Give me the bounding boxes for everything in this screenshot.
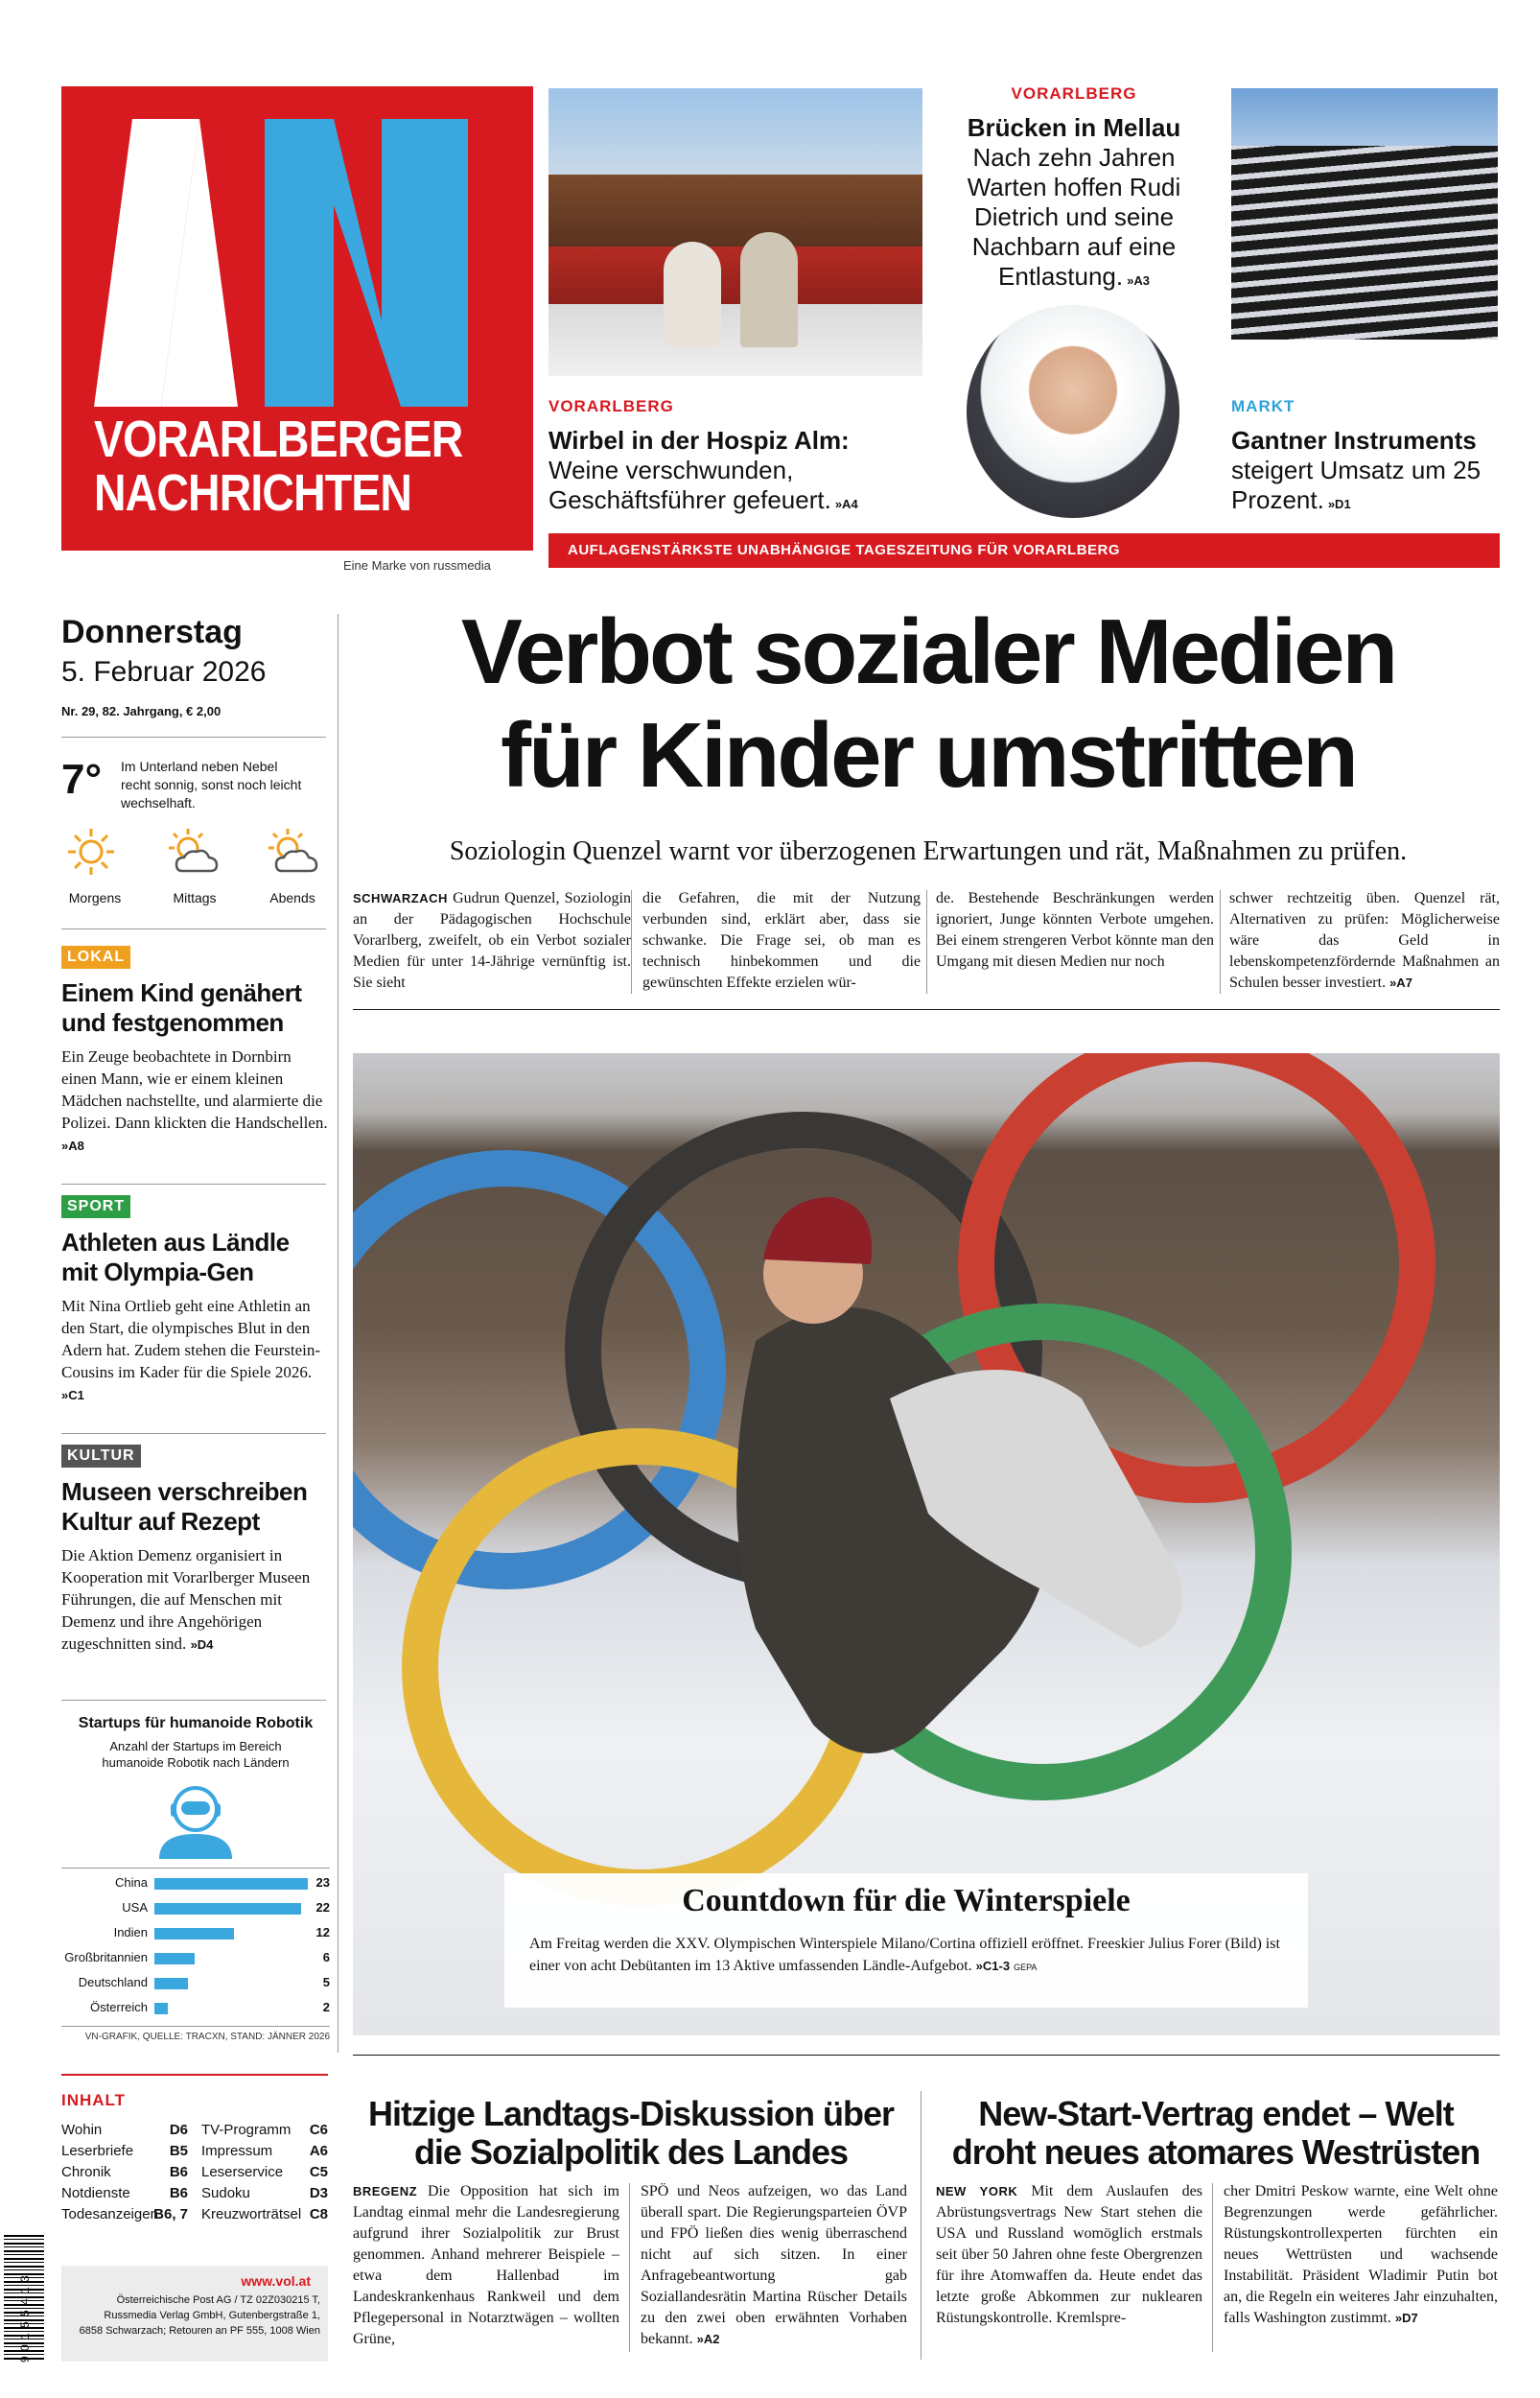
lead-subhead: Soziologin Quenzel warnt vor überzogenen Erwartungen und rät, Maßnahmen zu prüfen. xyxy=(449,836,1408,866)
bottom-right-headline-line2: droht neues atomares Westrüsten xyxy=(951,2132,1481,2172)
teaser2[interactable] xyxy=(935,113,1213,292)
chart-category-label: Indien xyxy=(113,1925,148,1940)
story-text: Die Opposition hat sich im Landtag einmal mehr die Landesregierung aufgrund ihrer Sozialpolitik zur Brust genommen. Anhand mehrerer Beispiele – etwa dem Hallenbad im Landeskrankenhaus Rankweil und dem Pflegepersonal in Notarztwägen – wollten Grüne, xyxy=(353,2183,619,2347)
toc-item[interactable] xyxy=(201,2185,328,2206)
teaser3-body: steigert Umsatz um 25 Prozent. xyxy=(1231,456,1482,514)
sidebar-title: Athleten aus Ländle mit Olympia-Gen xyxy=(61,1228,290,1286)
toc-page: D3 xyxy=(309,2185,328,2201)
toc-label: Impressum xyxy=(201,2143,273,2159)
section-tag-kultur: KULTUR xyxy=(61,1445,141,1468)
tagline-bar xyxy=(548,533,1500,568)
publisher-url[interactable]: www.vol.at xyxy=(241,2273,311,2289)
sidebar-story-sport[interactable] xyxy=(61,1195,328,1406)
bottom-left-headline-line1: Hitzige Landtags-Diskussion über xyxy=(367,2094,895,2133)
toc-item[interactable] xyxy=(61,2143,188,2164)
teaser3-ref: »D1 xyxy=(1327,497,1351,511)
toc-label: Todesanzeigen xyxy=(61,2206,158,2222)
bottom-left-col1 xyxy=(353,2181,619,2350)
story-text: Mit dem Auslaufen des Abrüstungsvertrags New Start stehen die USA und Russland womöglich erstmals seit über 50 Jahren ohne feste Obergrenzen für ihre Atomwaffen da. Heute endet das letzte große Abkommen zur nuklearen Rüstungskontrolle. Kremlspre- xyxy=(936,2183,1203,2326)
caption-text: Am Freitag werden die XXV. Olympischen Winterspiele Milano/Cortina offiziell eröffnet. Freeskier Julius Forer (Bild) ist einer von acht Debütanten im 13 Aktive umfassenden Ländle-Aufgebot. xyxy=(529,1936,1280,1974)
toc-label: Sudoku xyxy=(201,2185,250,2201)
toc-label: Wohin xyxy=(61,2122,103,2138)
chart-subtitle: Anzahl der Startups im Bereich humanoide Robotik nach Ländern xyxy=(102,1739,290,1770)
toc-item[interactable] xyxy=(201,2206,328,2227)
caption-ref[interactable]: »C1-3 xyxy=(975,1959,1011,1973)
bottom-left-col2 xyxy=(641,2181,907,2350)
teaser2-title: Brücken in Mellau xyxy=(967,113,1181,142)
teaser2-body: Nach zehn Jahren Warten hoffen Rudi Dietrich und seine Nachbarn auf eine Entlastung. xyxy=(967,143,1181,291)
bottom-right-col2 xyxy=(1224,2181,1498,2329)
teaser1-title: Wirbel in der Hospiz Alm: xyxy=(548,426,850,455)
chart-value-label: 23 xyxy=(315,1875,330,1890)
sidebar-body: Ein Zeuge beobachtete in Dornbirn einen Mann, wie er einem kleinen Mädchen nachstellte, und alarmierte die Polizei. Dann klickten die Handschellen. xyxy=(61,1047,328,1132)
chart-value-label: 6 xyxy=(322,1950,330,1964)
teaser2-kicker: VORARLBERG xyxy=(1011,84,1137,103)
chart-bar xyxy=(154,1878,308,1890)
toc-item[interactable] xyxy=(201,2164,328,2185)
chart-value-label: 2 xyxy=(322,2000,330,2014)
sidebar-ref: »D4 xyxy=(190,1637,214,1652)
lead-col3: de. Bestehende Beschränkungen werden ignoriert, Junge könnten Verbote umgehen. Bei einem strengeren Verbot könnte man den Umgang mit diesen Medien nur noch xyxy=(936,890,1214,970)
toc-item[interactable] xyxy=(61,2164,188,2185)
teaser3-title: Gantner Instruments xyxy=(1231,426,1477,455)
story-text: cher Dmitri Peskow warnte, eine Welt ohne Begrenzungen werde gefährlicher. Rüstungskontrollexperten fürchten ein neues Wettrüsten und wachsende Instabilität. Präsident Wladimir Putin bot an, die Regeln ein weiteres Jahr einzuhalten, falls Washington zustimmt. xyxy=(1224,2183,1498,2326)
toc-page: A6 xyxy=(309,2143,328,2159)
weather-label-morning: Morgens xyxy=(68,890,122,905)
lead-headline-line1: Verbot sozialer Medien xyxy=(460,600,1396,703)
chart-bar xyxy=(154,1928,234,1940)
toc-item[interactable] xyxy=(61,2206,188,2227)
chart-category-label: China xyxy=(115,1875,148,1890)
publisher-line2: Russmedia Verlag GmbH, Gutenbergstraße 1, xyxy=(104,2310,320,2321)
tagline-text: AUFLAGENSTÄRKSTE UNABHÄNGIGE TAGESZEITUNG FÜR VORARLBERG xyxy=(568,542,1121,558)
teaser1-ref: »A4 xyxy=(834,497,858,511)
sun-cloud-icon xyxy=(265,827,320,877)
weather-label-evening: Abends xyxy=(269,890,315,905)
story-text: SPÖ und Neos aufzeigen, wo das Land überall spart. Die Regierungsparteien ÖVP und FPÖ ließen dies wenig überraschend nicht auf sich sitzen. In einer Anfragebeantwortung gab Soziallandesrätin Martina Rüscher Details zu den zwei oben erwähnten Vorhaben bekannt. xyxy=(641,2183,907,2347)
chart-bar-row xyxy=(61,1899,330,1918)
toc-item[interactable] xyxy=(61,2122,188,2143)
toc-page: B6, 7 xyxy=(153,2206,188,2222)
section-tag-lokal: LOKAL xyxy=(61,946,130,969)
chart-bar xyxy=(154,1953,195,1964)
sidebar-ref: »A8 xyxy=(61,1139,84,1153)
sidebar-story-kultur[interactable] xyxy=(61,1445,328,1656)
date: 5. Februar 2026 xyxy=(61,656,267,688)
masthead-logo[interactable] xyxy=(61,86,533,551)
toc-page: C8 xyxy=(309,2206,328,2222)
dateline: NEW YORK xyxy=(936,2184,1018,2198)
weather-text: Im Unterland neben Nebel recht sonnig, sonst noch leicht wechselhaft. xyxy=(121,759,302,811)
dateline: BREGENZ xyxy=(353,2184,418,2198)
chart-bar-row xyxy=(61,1924,330,1943)
toc-page: B6 xyxy=(169,2185,188,2201)
toc-item[interactable] xyxy=(201,2122,328,2143)
toc-label: TV-Programm xyxy=(201,2122,292,2138)
barcode-digits: 9 0 1 5 5 4 1 3 xyxy=(18,2274,32,2363)
toc-item[interactable] xyxy=(201,2143,328,2164)
bottom-left-headline[interactable] xyxy=(353,2095,909,2172)
vn-logo-icon xyxy=(94,119,501,407)
portrait-photo xyxy=(967,305,1179,518)
sidebar-body: Die Aktion Demenz organisiert in Kooperation mit Vorarlberger Museen Führungen, die auf Menschen mit Demenz und ihre Angehörigen zugeschnitten sind. xyxy=(61,1546,311,1653)
temperature: 7° xyxy=(61,756,103,803)
story-ref[interactable]: »D7 xyxy=(1394,2311,1418,2325)
lead-text: Gudrun Quenzel, Soziologin an der Pädagogischen Hochschule Vorarlberg, zweifelt, ob ein Verbot sozialer Medien für unter 14-Jährige vernünftig ist. Sie sieht xyxy=(353,890,631,991)
olympic-rings-photo xyxy=(353,1053,1500,2035)
chart-bar xyxy=(154,2003,168,2014)
dateline: SCHWARZACH xyxy=(353,891,448,905)
masthead-name-line1: VORARLBERGER xyxy=(94,411,463,468)
chart-bar-row xyxy=(61,1874,330,1893)
weekday: Donnerstag xyxy=(61,614,243,650)
sidebar-title: Museen verschreiben Kultur auf Rezept xyxy=(61,1477,308,1536)
bottom-right-headline-line1: New-Start-Vertrag endet – Welt xyxy=(978,2094,1454,2133)
toc-label: Chronik xyxy=(61,2164,111,2180)
sun-cloud-icon xyxy=(165,827,221,877)
toc-label: Kreuzworträtsel xyxy=(201,2206,302,2222)
chart-bar-row xyxy=(61,1999,330,2018)
toc-page: B5 xyxy=(169,2143,188,2159)
chart-source: VN-GRAFIK, QUELLE: TRACXN, STAND: JÄNNER 2026 xyxy=(84,2032,330,2042)
robot-icon xyxy=(150,1780,242,1859)
teaser1[interactable] xyxy=(548,426,932,515)
toc-page: D6 xyxy=(169,2122,188,2138)
bottom-right-col1 xyxy=(936,2181,1202,2329)
lead-ref[interactable]: »A7 xyxy=(1389,976,1412,990)
toc-page: C6 xyxy=(309,2122,328,2138)
chart-category-label: Deutschland xyxy=(78,1975,148,1989)
masthead-name-line2: NACHRICHTEN xyxy=(94,464,412,522)
chart-bar-row xyxy=(61,1974,330,1993)
chart-value-label: 12 xyxy=(315,1925,330,1940)
photo-credit: GEPA xyxy=(1014,1963,1038,1972)
bottom-left-headline-line2: die Sozialpolitik des Landes xyxy=(413,2132,849,2172)
teaser3-kicker: MARKT xyxy=(1231,397,1295,415)
toc-page: B6 xyxy=(169,2164,188,2180)
lead-col1 xyxy=(353,888,631,994)
publisher-box xyxy=(61,2266,328,2362)
teaser3[interactable] xyxy=(1231,426,1509,515)
chart-title: Startups für humanoide Robotik xyxy=(78,1715,314,1731)
lead-col4 xyxy=(1229,888,1500,994)
caption-title: Countdown für die Winterspiele xyxy=(682,1883,1131,1918)
chart-value-label: 5 xyxy=(322,1975,330,1989)
teaser2-ref: »A3 xyxy=(1127,273,1150,288)
sidebar-ref: »C1 xyxy=(61,1388,84,1402)
lead-text: schwer rechtzeitig üben. Quenzel rät, Alternativen zu prüfen: Möglicherweise wäre das Geld in lebenskompetenzfördernde Maßnahmen an Schulen besser investiert. xyxy=(1229,890,1500,991)
teaser1-kicker: VORARLBERG xyxy=(548,397,674,415)
teaser1-body: Weine verschwunden, Geschäftsführer gefeuert. xyxy=(548,456,831,514)
toc xyxy=(61,2122,328,2233)
sun-icon xyxy=(63,827,119,877)
sidebar-title: Einem Kind genähert und festgenommen xyxy=(61,978,302,1037)
photo-caption-box xyxy=(504,1873,1308,2008)
chart-category-label: USA xyxy=(122,1900,148,1915)
toc-label: Notdienste xyxy=(61,2185,130,2201)
toc-item[interactable] xyxy=(61,2185,188,2206)
publisher-line1: Österreichische Post AG / TZ 02Z030215 T, xyxy=(116,2294,320,2306)
toc-page: C5 xyxy=(309,2164,328,2180)
building-photo xyxy=(1231,88,1498,340)
publisher-line3: 6858 Schwarzach; Retouren an PF 555, 1008 Wien xyxy=(79,2325,320,2337)
toc-label: Leserbriefe xyxy=(61,2143,134,2159)
toc-heading: INHALT xyxy=(61,2091,127,2109)
chart-bar xyxy=(154,1978,188,1989)
chart-category-label: Österreich xyxy=(90,2000,148,2014)
lead-headline-line2: für Kinder umstritten xyxy=(501,704,1356,807)
weather-label-noon: Mittags xyxy=(173,890,217,905)
hospiz-alm-photo xyxy=(548,88,922,376)
robotics-chart xyxy=(61,1709,330,2047)
brand-note: Eine Marke von russmedia xyxy=(343,558,491,573)
sidebar-story-lokal[interactable] xyxy=(61,946,328,1157)
sidebar-body: Mit Nina Ortlieb geht eine Athletin an den Start, die olympisches Blut in den Adern hat. Zudem stehen die Feurstein-Cousins im Kader für die Spiele 2026. xyxy=(61,1297,321,1381)
section-tag-sport: SPORT xyxy=(61,1195,130,1218)
issue-info: Nr. 29, 82. Jahrgang, € 2,00 xyxy=(61,704,222,718)
toc-label: Leserservice xyxy=(201,2164,284,2180)
chart-value-label: 22 xyxy=(315,1900,330,1915)
chart-category-label: Großbritannien xyxy=(64,1950,148,1964)
bottom-right-headline[interactable] xyxy=(932,2095,1500,2172)
chart-bar-row xyxy=(61,1949,330,1968)
lead-col2: die Gefahren, die mit der Nutzung verbunden sind, erklärt aber, dass sie schwanke. Die Frage sei, ob man es technisch hinbekommen und die gewünschten Effekte erzielen wür- xyxy=(642,890,921,991)
lead-headline[interactable] xyxy=(353,600,1504,808)
story-ref[interactable]: »A2 xyxy=(696,2332,720,2346)
chart-bar xyxy=(154,1903,301,1915)
